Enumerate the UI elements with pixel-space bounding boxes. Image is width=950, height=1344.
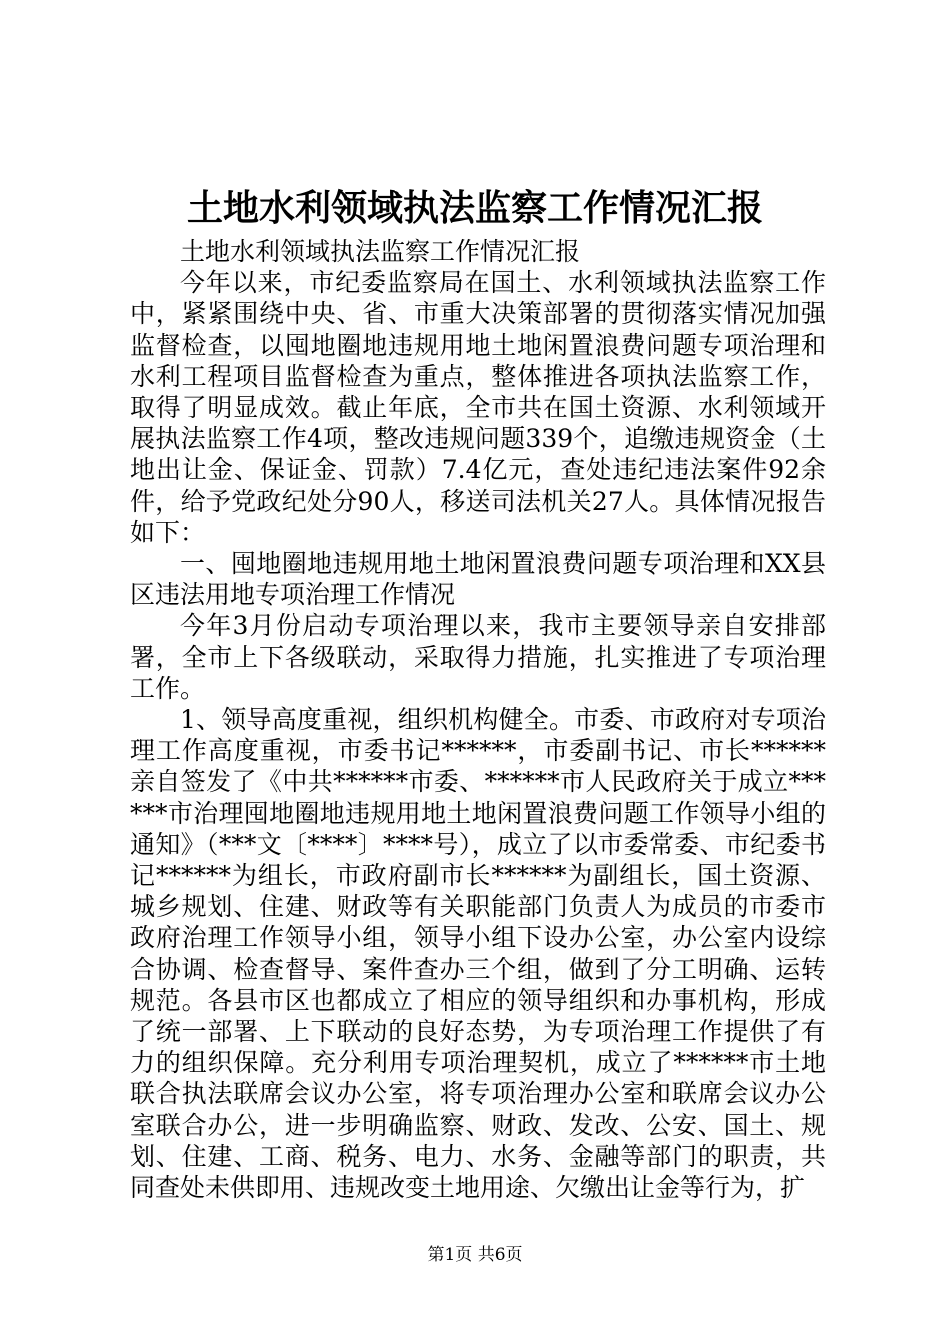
paragraph-introduction: 今年以来，市纪委监察局在国土、水利领域执法监察工作中，紧紧围绕中央、省、市重大决策部署的贯彻落实情况加强监督检查，以囤地圈地违规用地土地闲置浪费问题专项治理和水利工程项目监督检查为重点，整体推进各项执法监察工作，取得了明显成效。截止年底，全市共在国土资源、水利领域开展执法监察工作4项，整改违规问题339个，追缴违规资金（土地出让金、保证金、罚款）7.4亿元，查处违纪违法案件92余件，给予党政纪处分90人，移送司法机关27人。具体情况报告如下： bbox=[130, 268, 826, 547]
paragraph-section-intro: 今年3月份启动专项治理以来，我市主要领导亲自安排部署，全市上下各级联动，采取得力措施，扎实推进了专项治理工作。 bbox=[130, 611, 826, 703]
document-title: 土地水利领域执法监察工作情况汇报 bbox=[186, 187, 763, 229]
page-footer: 第1页 共6页 bbox=[427, 1245, 523, 1265]
paragraph-item-1: 1、领导高度重视，组织机构健全。市委、市政府对专项治理工作高度重视，市委书记******，市委副书记、市长******亲自签发了《中共******市委、******市人民政府关于成立******市治理囤地圈地违规用地土地闲置浪费问题工作领导小组的通知》（***文〔****〕****号），成立了以市委常委、市纪委书记******为组长，市政府副市长******为副组长，国土资源、城乡规划、住建、财政等有关职能部门负责人为成员的市委市政府治理工作领导小组，领导小组下设办公室，办公室内设综合协调、检查督导、案件查办三个组，做到了分工明确、运转规范。各县市区也都成立了相应的领导组织和办事机构，形成了统一部署、上下联动的良好态势，为专项治理工作提供了有力的组织保障。充分利用专项治理契机，成立了******市土地联合执法联席会议办公室，将专项治理办公室和联席会议办公室联合办公，进一步明确监察、财政、发改、公安、国土、规划、住建、工商、税务、电力、水务、金融等部门的职责，共同查处未供即用、违规改变土地用途、欠缴出让金等行为，扩 bbox=[130, 705, 826, 1203]
paragraph-section-heading: 一、囤地圈地违规用地土地闲置浪费问题专项治理和XX县区违法用地专项治理工作情况 bbox=[130, 549, 826, 610]
document-body bbox=[130, 236, 826, 1203]
paragraph-subtitle: 土地水利领域执法监察工作情况汇报 bbox=[180, 237, 581, 266]
